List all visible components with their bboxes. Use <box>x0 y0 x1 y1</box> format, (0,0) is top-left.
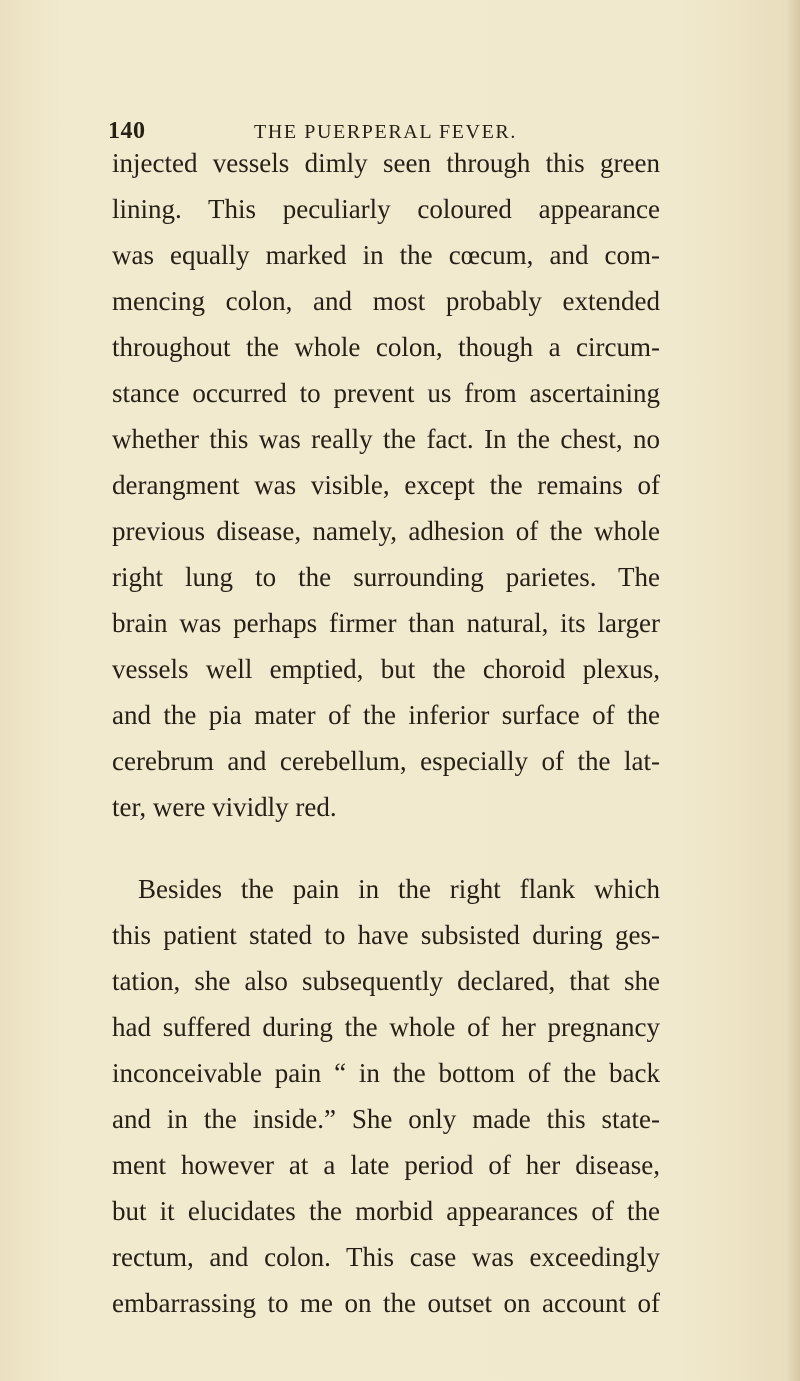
text-line: was equally marked in the cœcum, and com- <box>112 240 660 270</box>
text-line: vessels well emptied, but the choroid plexus, <box>112 654 660 684</box>
page-number: 140 <box>108 118 146 144</box>
text-line: whether this was really the fact. In the chest, no <box>112 424 660 454</box>
text-line: but it elucidates the morbid appearances of the <box>112 1196 660 1226</box>
text-line: brain was perhaps firmer than natural, its larger <box>112 608 660 638</box>
text-line: embarrassing to me on the outset on account of <box>112 1288 660 1318</box>
text-line: right lung to the surrounding parietes. The <box>112 562 660 592</box>
text-line: Besides the pain in the right flank which <box>138 874 660 904</box>
text-line: and the pia mater of the inferior surface of the <box>112 700 660 730</box>
text-line: derangment was visible, except the remains of <box>112 470 660 500</box>
text-line: injected vessels dimly seen through this green <box>112 148 660 178</box>
text-line: and in the inside.” She only made this state- <box>112 1104 660 1134</box>
paragraph <box>112 140 660 830</box>
paragraph-spacer <box>112 830 660 866</box>
running-title: THE PUERPERAL FEVER. <box>254 121 517 143</box>
body-text <box>112 140 660 1326</box>
paragraph <box>112 866 660 1326</box>
text-line: tation, she also subsequently declared, that she <box>112 966 660 996</box>
text-line: lining. This peculiarly coloured appearance <box>112 194 660 224</box>
text-line: had suffered during the whole of her pregnancy <box>112 1012 660 1042</box>
text-line: throughout the whole colon, though a circum- <box>112 332 660 362</box>
text-line: ment however at a late period of her disease, <box>112 1150 660 1180</box>
text-line: rectum, and colon. This case was exceedingly <box>112 1242 660 1272</box>
text-line: mencing colon, and most probably extended <box>112 286 660 316</box>
page-edge-shadow <box>786 0 800 1381</box>
text-line: cerebrum and cerebellum, especially of the lat- <box>112 746 660 776</box>
text-line: this patient stated to have subsisted during ges- <box>112 920 660 950</box>
text-line: stance occurred to prevent us from ascertaining <box>112 378 660 408</box>
text-line: previous disease, namely, adhesion of the whole <box>112 516 660 546</box>
text-line: inconceivable pain “ in the bottom of the back <box>112 1058 660 1088</box>
text-line: ter, were vividly red. <box>112 792 337 822</box>
